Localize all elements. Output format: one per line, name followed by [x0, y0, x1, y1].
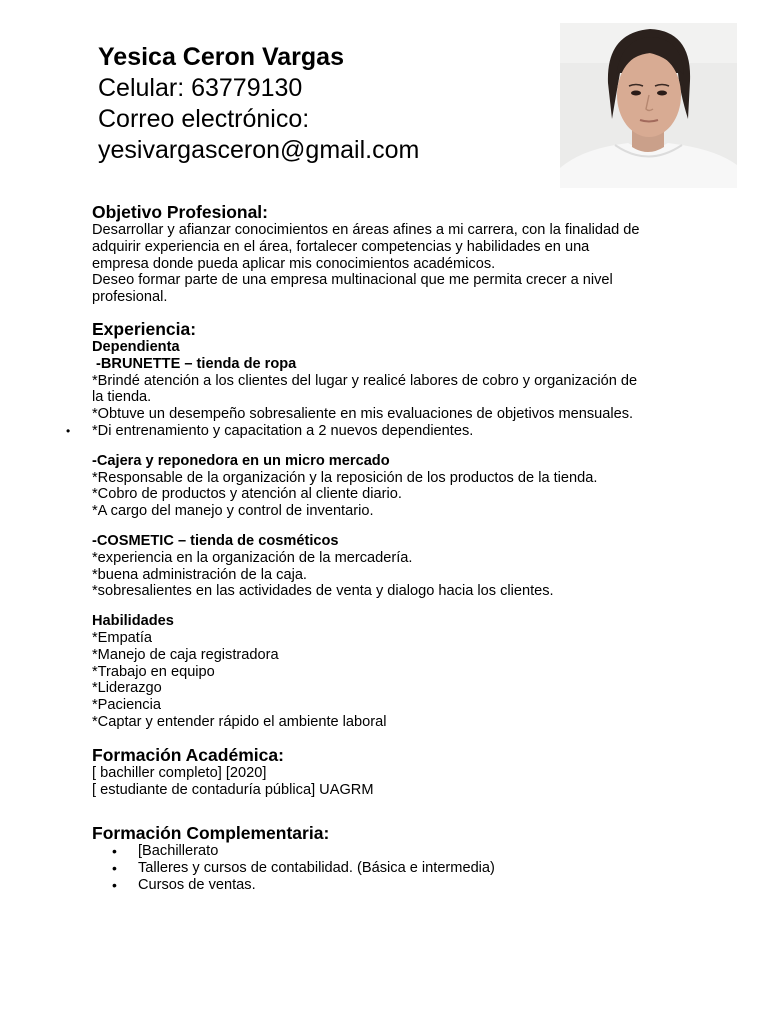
objective-line: Deseo formar parte de una empresa multinacional que me permita crecer a nivel	[92, 272, 613, 289]
skill-item: *Paciencia	[92, 697, 161, 714]
complementary-item: Cursos de ventas.	[138, 876, 256, 893]
section-title-skills: Habilidades	[92, 613, 174, 630]
job-detail: *Brindé atención a los clientes del lugar y realicé labores de cobro y organización de	[92, 372, 638, 389]
job-detail: *Obtuve un desempeño sobresaliente en mis evaluaciones de objetivos mensuales.	[92, 406, 634, 423]
section-title-experience: Experiencia:	[92, 318, 197, 339]
email-label: Correo electrónico:	[98, 105, 310, 133]
section-title-education: Formación Académica:	[92, 744, 284, 765]
list-item	[92, 877, 692, 894]
phone-number: Celular: 63779130	[98, 74, 303, 102]
bullet-dot: •	[112, 843, 117, 860]
education-item: [ estudiante de contaduría pública] UAGRM	[92, 781, 374, 798]
profile-photo	[560, 23, 737, 188]
job-detail: la tienda.	[92, 389, 152, 406]
skill-item: *Liderazgo	[92, 680, 162, 697]
skill-item: *Trabajo en equipo	[92, 663, 215, 680]
resume-body	[66, 202, 692, 894]
section-title-complementary: Formación Complementaria:	[92, 823, 330, 844]
job-detail: *experiencia en la organización de la mercadería.	[92, 549, 413, 566]
job-detail: *Cobro de productos y atención al cliente diario.	[92, 486, 402, 503]
job-company-brunette: -BRUNETTE – tienda de ropa	[96, 355, 297, 372]
section-title-objective: Objetivo Profesional:	[92, 202, 268, 222]
candidate-name: Yesica Ceron Vargas	[98, 43, 344, 71]
skill-item: *Manejo de caja registradora	[92, 646, 279, 663]
job-role: Dependienta	[92, 338, 180, 355]
objective-line: profesional.	[92, 289, 168, 306]
job-detail: *Responsable de la organización y la reposición de los productos de la tienda.	[92, 469, 598, 486]
education-item: [ bachiller completo] [2020]	[92, 764, 267, 781]
bullet-dot: •	[66, 423, 71, 438]
bullet-dot: •	[112, 860, 117, 877]
resume-header	[98, 42, 548, 166]
list-item	[92, 843, 692, 860]
objective-line: empresa donde pueda aplicar mis conocimientos académicos.	[92, 255, 496, 272]
email-address: yesivargasceron@gmail.com	[98, 136, 420, 164]
job-detail	[66, 422, 692, 440]
job-company-micro-mercado: -Cajera y reponedora en un micro mercado	[92, 452, 390, 469]
skill-item: *Empatía	[92, 629, 153, 646]
job-detail: *A cargo del manejo y control de inventario.	[92, 503, 374, 520]
objective-line: Desarrollar y afianzar conocimientos en áreas afines a mi carrera, con la finalidad de	[92, 222, 640, 238]
list-item	[92, 860, 692, 877]
skill-item: *Captar y entender rápido el ambiente laboral	[92, 713, 387, 730]
job-detail-text: *Di entrenamiento y capacitation a 2 nuevos dependientes.	[92, 422, 474, 439]
complementary-item: Talleres y cursos de contabilidad. (Básica e intermedia)	[138, 860, 495, 877]
complementary-item: [Bachillerato	[138, 843, 219, 860]
job-detail: *sobresalientes en las actividades de venta y dialogo hacia los clientes.	[92, 583, 554, 600]
complementary-list	[92, 843, 692, 893]
job-detail: *buena administración de la caja.	[92, 566, 307, 583]
objective-line: adquirir experiencia en el área, fortalecer competencias y habilidades en una	[92, 238, 590, 255]
job-company-cosmetic: -COSMETIC – tienda de cosméticos	[92, 532, 339, 549]
bullet-dot: •	[112, 876, 117, 893]
